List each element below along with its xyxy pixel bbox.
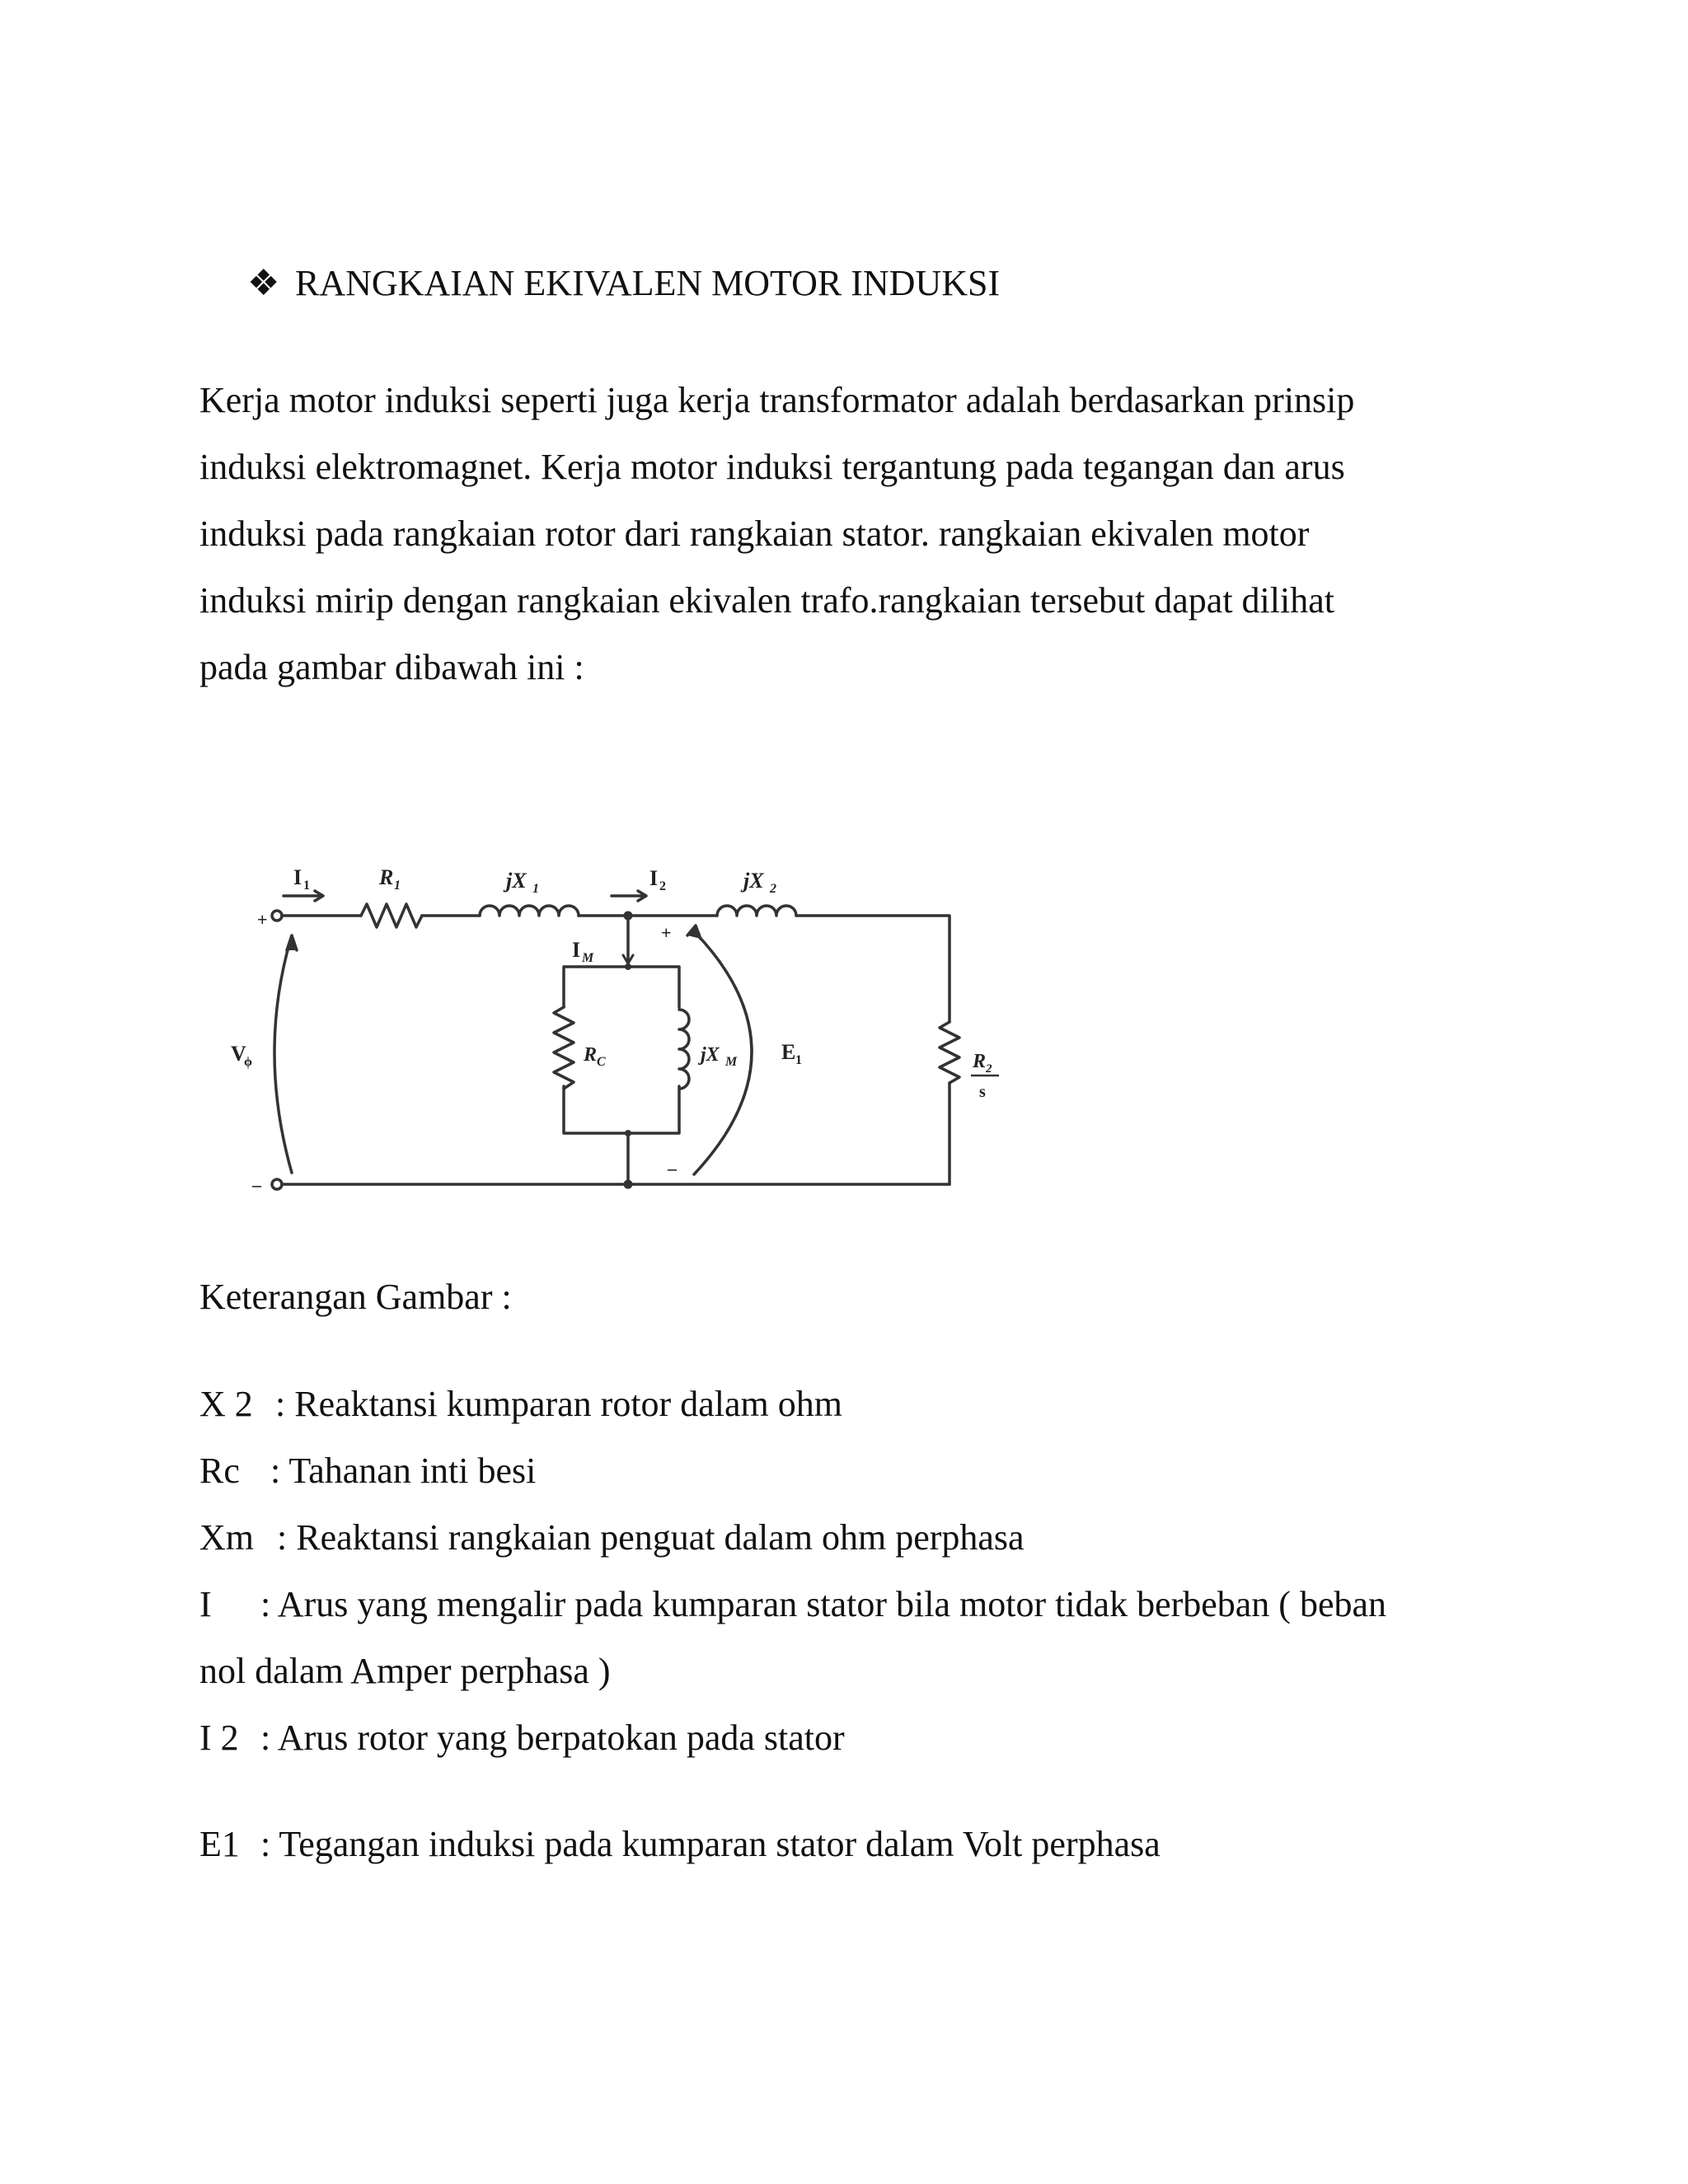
vphi-arc	[274, 935, 292, 1173]
paragraph-line: induksi elektromagnet. Kerja motor induksi tergantung pada tegangan dan arus	[199, 447, 1345, 487]
legend-symbol: I	[199, 1584, 212, 1624]
equivalent-circuit-diagram	[216, 845, 1024, 1224]
minus-mid-label: –	[668, 1158, 677, 1179]
Vphi-subscript: ϕ	[244, 1055, 252, 1069]
paragraph-line: Kerja motor induksi seperti juga kerja transformator adalah berdasarkan prinsip	[199, 380, 1355, 420]
IM-arrow	[623, 945, 633, 963]
legend-item	[199, 1823, 1160, 1865]
RC-subscript: C	[597, 1055, 606, 1069]
E1-subscript: 1	[795, 1053, 802, 1067]
I2-label: I	[649, 866, 659, 890]
IM-subscript: M	[582, 951, 594, 965]
legend-symbol: E1	[199, 1824, 240, 1864]
legend-description: nol dalam Amper perphasa )	[199, 1651, 611, 1691]
shunt-bottom-dot	[625, 1130, 631, 1137]
legend-description: : Reaktansi rangkaian penguat dalam ohm perphasa	[277, 1517, 1025, 1558]
jX2-label: jX	[743, 869, 764, 893]
legend-item-continuation	[199, 1650, 611, 1692]
top-wire-right	[796, 916, 950, 1022]
jX1-inductor	[480, 906, 579, 916]
intro-paragraph	[199, 367, 1485, 701]
RC-label: R	[584, 1044, 598, 1066]
I1-subscript: 1	[303, 879, 310, 893]
legend-description: : Reaktansi kumparan rotor dalam ohm	[275, 1384, 842, 1424]
R1-label: R	[379, 865, 394, 889]
R2s-resistor	[940, 1022, 959, 1083]
legend-symbol: Rc	[199, 1451, 240, 1491]
top-left-terminal	[272, 911, 282, 921]
legend-symbol: I 2	[199, 1718, 239, 1758]
jX1-subscript: 1	[532, 882, 539, 896]
paragraph-line: pada gambar dibawah ini :	[199, 647, 584, 687]
legend-description: : Tahanan inti besi	[270, 1451, 537, 1491]
jXM-label: jX	[701, 1044, 720, 1066]
Vphi-label: V	[231, 1042, 246, 1066]
R2-subscript: 2	[986, 1062, 992, 1076]
E1-label: E	[781, 1040, 796, 1064]
jX2-inductor	[717, 906, 796, 916]
legend-description: : Arus yang mengalir pada kumparan stator bila motor tidak berbeban ( beban	[260, 1584, 1387, 1624]
legend-symbol: Xm	[199, 1517, 254, 1558]
legend-item	[199, 1717, 845, 1759]
R1-subscript: 1	[394, 879, 401, 893]
s-label: s	[979, 1083, 986, 1101]
jX2-subscript: 2	[770, 882, 776, 896]
IM-label: I	[572, 938, 581, 962]
vphi-arrow	[287, 935, 297, 950]
plus-left-label: +	[257, 909, 268, 930]
legend-description: : Tegangan induksi pada kumparan stator dalam Volt perphasa	[260, 1824, 1160, 1864]
minus-left-label: –	[252, 1174, 261, 1195]
caption-title: Keterangan Gambar :	[199, 1277, 512, 1317]
R1-resistor	[361, 904, 422, 927]
legend-item	[199, 1583, 1386, 1625]
legend-item	[199, 1450, 536, 1492]
e1-arrow	[687, 926, 701, 939]
bottom-left-terminal	[272, 1179, 282, 1189]
section-heading	[247, 262, 1000, 304]
jXM-subscript: M	[725, 1055, 738, 1069]
plus-mid-label: +	[661, 922, 672, 943]
legend-symbol: X 2	[199, 1384, 253, 1424]
R2-label: R	[973, 1051, 987, 1072]
top-node-dot	[624, 912, 633, 921]
I1-label: I	[293, 865, 302, 889]
shunt-box	[564, 967, 679, 1133]
I2-subscript: 2	[659, 879, 666, 893]
heading-text: RANGKAIAN EKIVALEN MOTOR INDUKSI	[295, 263, 1001, 303]
jXM-inductor	[679, 1010, 689, 1089]
shunt-top-dot	[625, 963, 631, 970]
jX1-label: jX	[506, 869, 527, 893]
I2-arrow	[612, 891, 646, 901]
paragraph-line: induksi mirip dengan rangkaian ekivalen trafo.rangkaian tersebut dapat dilihat	[199, 580, 1334, 621]
diamond-bullet-icon: ❖	[247, 263, 280, 303]
legend-item	[199, 1516, 1025, 1558]
RC-resistor	[554, 1007, 574, 1089]
legend-description: : Arus rotor yang berpatokan pada stator	[260, 1718, 845, 1758]
bottom-node-dot	[624, 1180, 633, 1189]
legend-item	[199, 1383, 842, 1425]
paragraph-line: induksi pada rangkaian rotor dari rangkaian stator. rangkaian ekivalen motor	[199, 513, 1310, 554]
